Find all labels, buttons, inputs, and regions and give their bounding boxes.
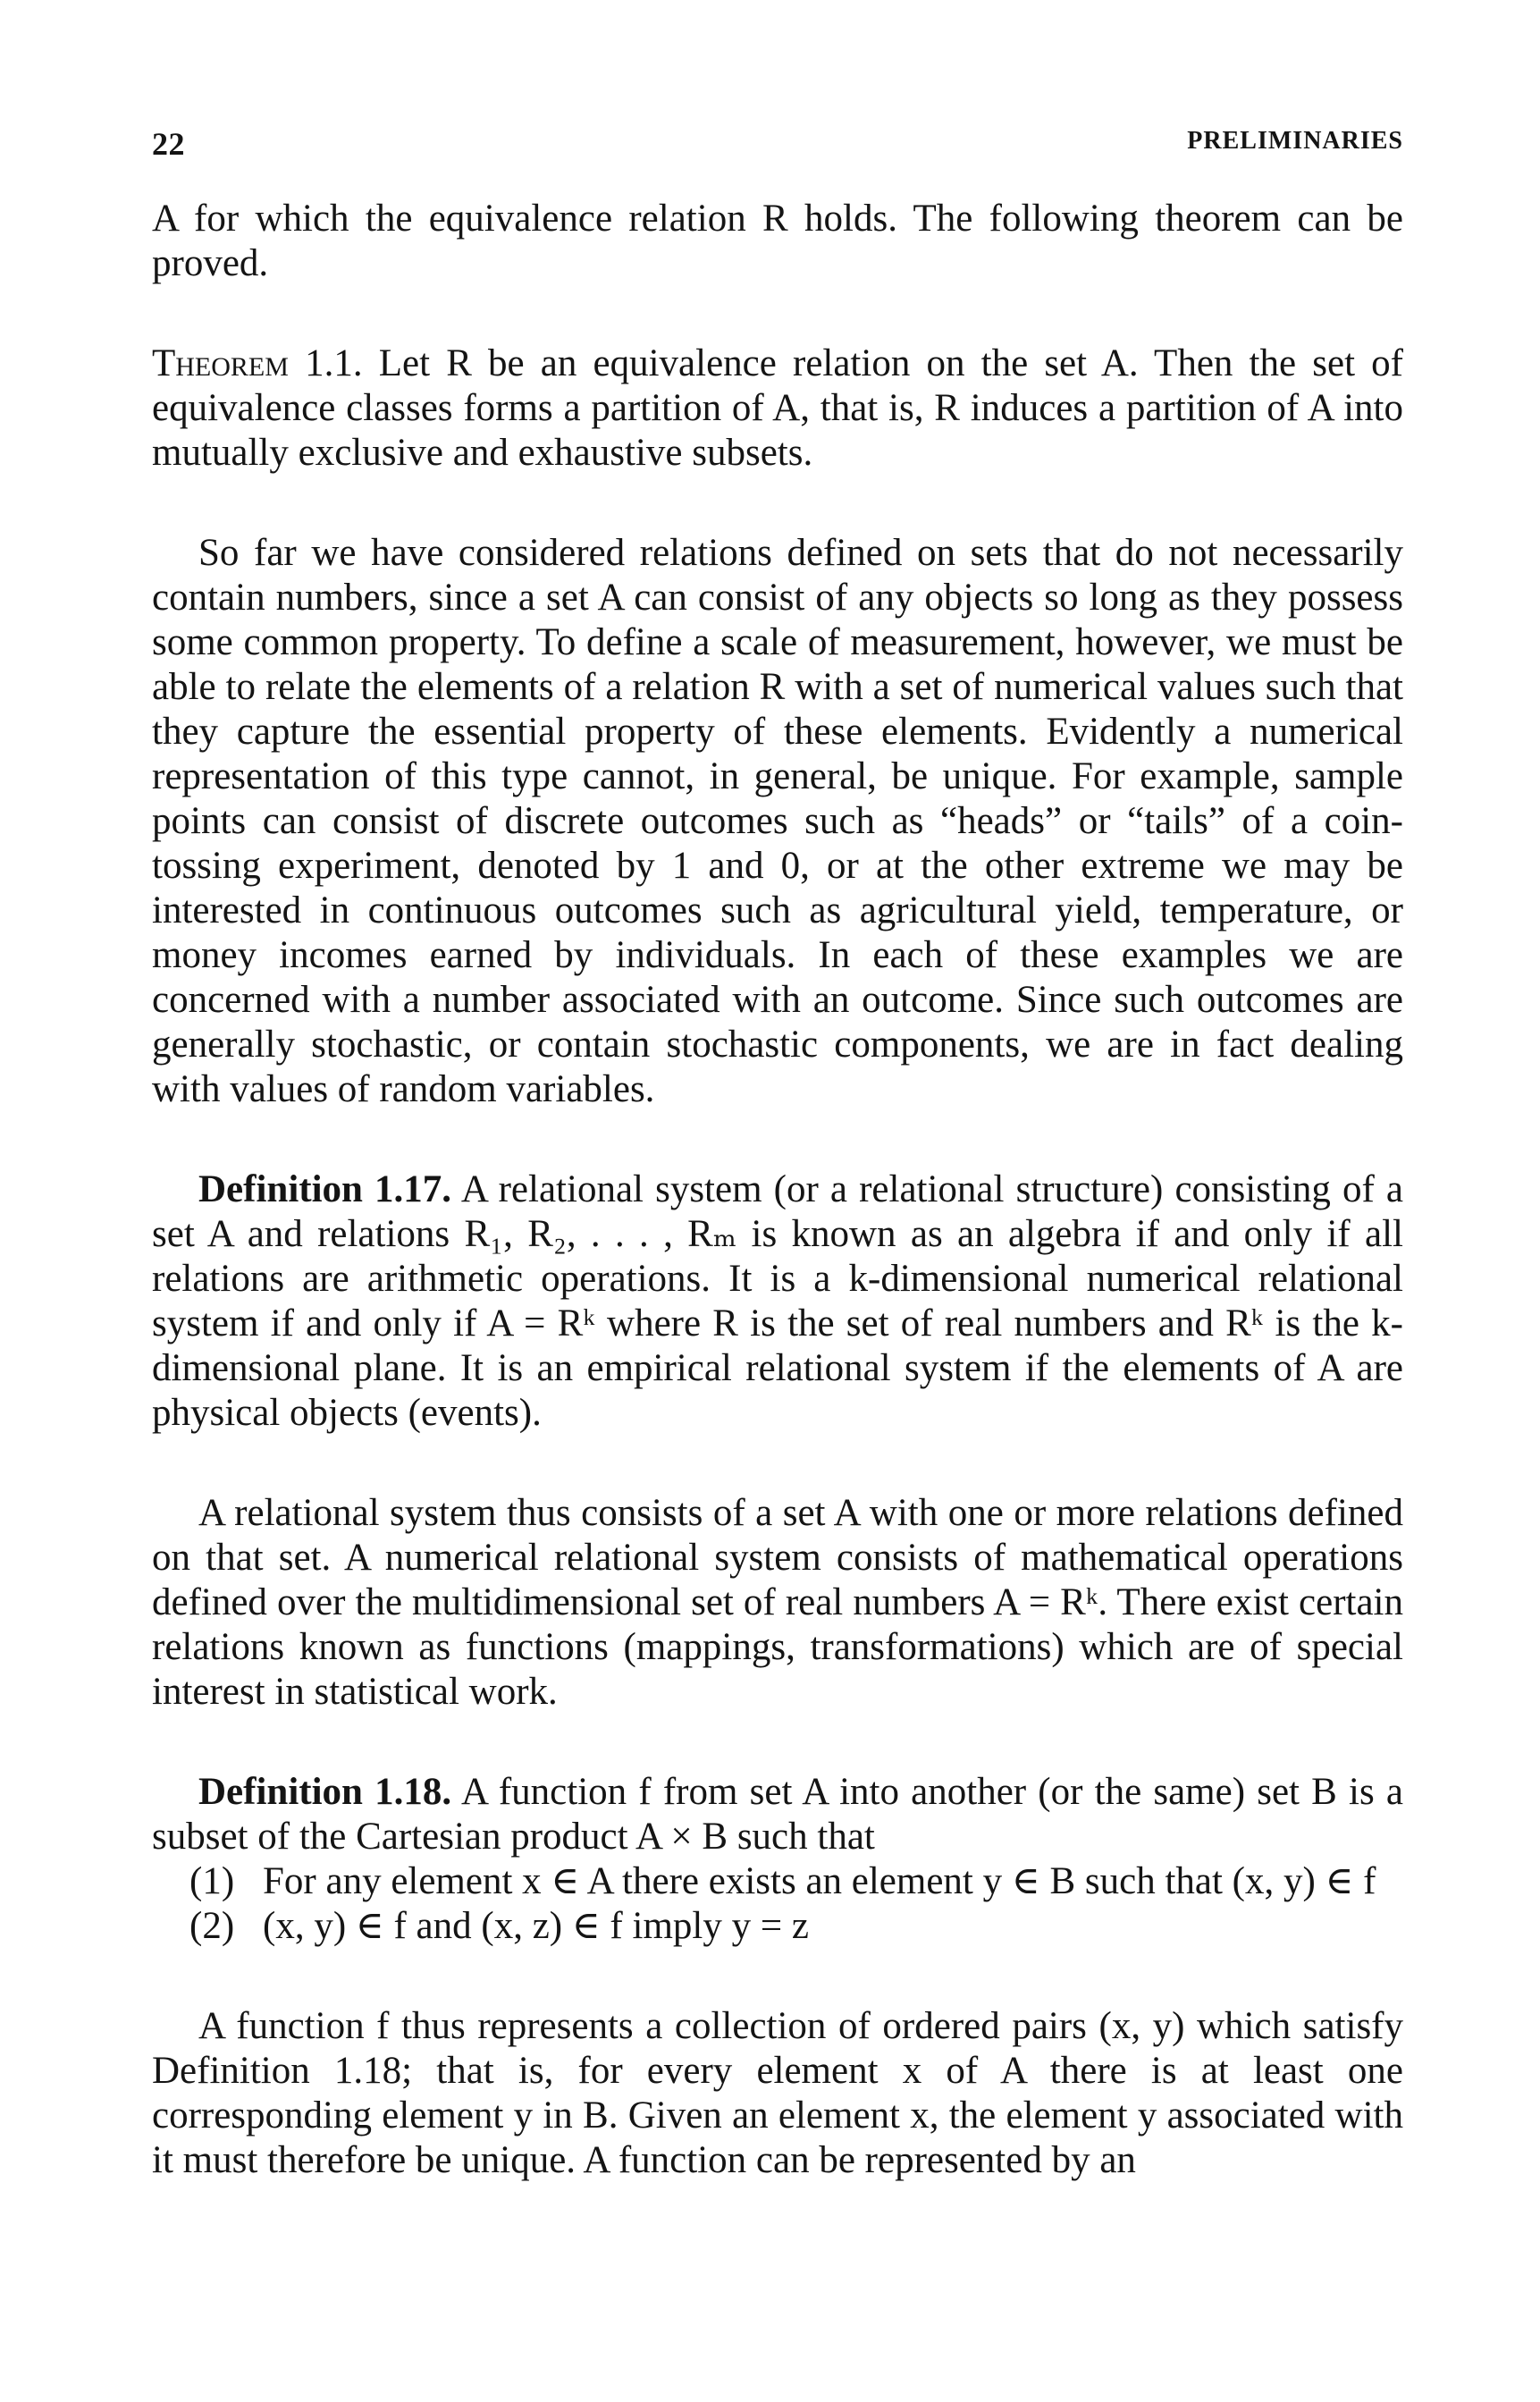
book-page — [152, 116, 1403, 2183]
list-item-text: For any element x ∈ A there exists an element y ∈ B such that (x, y) ∈ f — [263, 1860, 1376, 1902]
list-item-number: (2) — [189, 1905, 235, 1947]
definition-text: A function f from set A into another (or the same) set B is a subset of the Cartesian product A × B such that — [152, 1771, 1403, 1858]
paragraph-function: A function f thus represents a collection of ordered pairs (x, y) which satisfy Definition 1.18; that is, for every element x of A there is at least one corresponding element y in B. Given an element x, the element y associated with it must therefore be unique. A function can be represented by an — [152, 2005, 1403, 2181]
theorem-text: Let R be an equivalence relation on the set A. Then the set of equivalence classes forms a partition of A, that is, R induces a partition of A into mutually exclusive and exhaustive subsets. — [152, 342, 1403, 474]
theorem-label: Theorem 1.1. — [152, 342, 363, 384]
theorem-1-1 — [152, 341, 1403, 476]
running-head — [152, 116, 1403, 170]
definition-conditions — [152, 1859, 1403, 1949]
intro-paragraph: A for which the equivalence relation R holds. The following theorem can be proved. — [152, 198, 1403, 284]
paragraph-relational-system: A relational system thus consists of a set A with one or more relations defined on that set. A numerical relational system consists of mathematical operations defined over the multidimensional set of real numbers A = Rᵏ. There exist certain relations known as functions (mappings, transformations) which are of special interest in statistical work. — [152, 1492, 1403, 1713]
definition-label: Definition 1.17. — [198, 1168, 452, 1210]
paragraph-relations: So far we have considered relations defined on sets that do not necessarily contain numbers, since a set A can consist of any objects so long as they possess some common property. To define a scale of measurement, however, we must be able to relate the elements of a relation R with a set of numerical values such that they capture the essential property of these elements. Evidently a numerical representation of this type cannot, in general, be unique. For example, sample points can consist of discrete outcomes such as “heads” or “tails” of a coin-tossing experiment, denoted by 1 and 0, or at the other extreme we may be interested in continuous outcomes such as agricultural yield, temperature, or money incomes earned by individuals. In each of these examples we are concerned with a number associated with an outcome. Since such outcomes are generally stochastic, or contain stochastic components, we are in fact dealing with values of random variables. — [152, 532, 1403, 1110]
definition-1-18 — [152, 1770, 1403, 1949]
definition-label: Definition 1.18. — [198, 1771, 452, 1813]
list-item — [152, 1904, 1403, 1949]
list-item-text: (x, y) ∈ f and (x, z) ∈ f imply y = z — [263, 1905, 809, 1947]
definition-1-17 — [152, 1167, 1403, 1436]
list-item — [152, 1859, 1403, 1904]
running-title: PRELIMINARIES — [1187, 127, 1403, 155]
list-item-number: (1) — [189, 1860, 235, 1902]
definition-text: A relational system (or a relational structure) consisting of a set A and relations R₁, R₂, . . . , Rₘ is known as an algebra if and only if all relations are arithmetic operations. It is a k-dimensional numerical relational system if and only if A = Rᵏ where R is the set of real numbers and Rᵏ is the k-dimensional plane. It is an empirical relational system if the elements of A are physical objects (events). — [152, 1168, 1403, 1434]
page-number: 22 — [152, 126, 185, 162]
